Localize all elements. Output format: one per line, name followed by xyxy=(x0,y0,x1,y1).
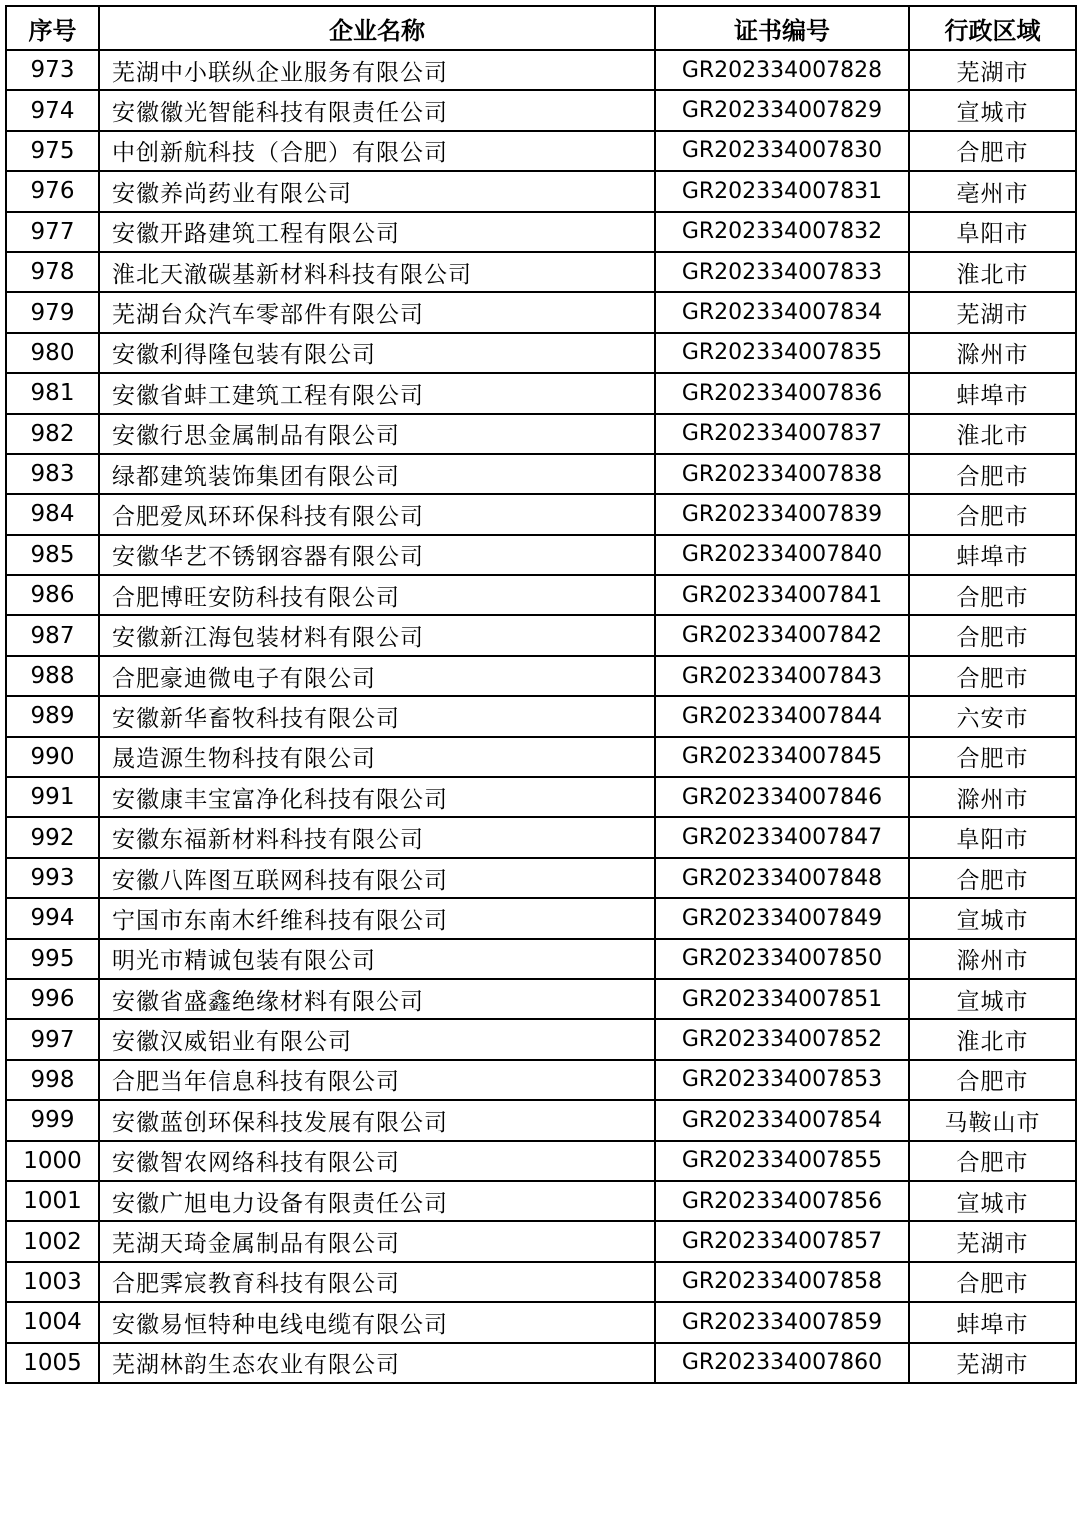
region-cell: 合肥市 xyxy=(909,575,1076,615)
serial-number-cell: 989 xyxy=(6,696,99,736)
table-body xyxy=(6,50,1076,1383)
table-row xyxy=(6,252,1076,292)
region-cell: 蚌埠市 xyxy=(909,535,1076,575)
table-row xyxy=(6,1141,1076,1181)
certificate-number-cell: GR202334007846 xyxy=(655,777,909,817)
table-row xyxy=(6,1343,1076,1383)
serial-number-cell: 990 xyxy=(6,737,99,777)
enterprise-name-cell: 晟造源生物科技有限公司 xyxy=(99,737,655,777)
region-cell: 阜阳市 xyxy=(909,817,1076,857)
serial-number-cell: 974 xyxy=(6,90,99,130)
enterprise-name-cell: 安徽华艺不锈钢容器有限公司 xyxy=(99,535,655,575)
certificate-number-cell: GR202334007849 xyxy=(655,898,909,938)
certificate-number-cell: GR202334007843 xyxy=(655,656,909,696)
region-cell: 马鞍山市 xyxy=(909,1100,1076,1140)
serial-number-cell: 1002 xyxy=(6,1221,99,1261)
region-cell: 宣城市 xyxy=(909,979,1076,1019)
certificate-number-cell: GR202334007860 xyxy=(655,1343,909,1383)
enterprise-name-cell: 合肥霁宸教育科技有限公司 xyxy=(99,1262,655,1302)
serial-number-cell: 978 xyxy=(6,252,99,292)
table-row xyxy=(6,1100,1076,1140)
region-cell: 合肥市 xyxy=(909,1060,1076,1100)
enterprise-name-cell: 芜湖中小联纵企业服务有限公司 xyxy=(99,50,655,90)
certificate-number-cell: GR202334007850 xyxy=(655,939,909,979)
certificate-number-cell: GR202334007858 xyxy=(655,1262,909,1302)
enterprise-name-cell: 安徽广旭电力设备有限责任公司 xyxy=(99,1181,655,1221)
serial-number-cell: 997 xyxy=(6,1019,99,1059)
table-row xyxy=(6,1060,1076,1100)
region-cell: 芜湖市 xyxy=(909,1221,1076,1261)
serial-number-cell: 982 xyxy=(6,414,99,454)
table-row xyxy=(6,414,1076,454)
region-cell: 宣城市 xyxy=(909,898,1076,938)
region-cell: 蚌埠市 xyxy=(909,1302,1076,1342)
region-cell: 合肥市 xyxy=(909,737,1076,777)
certificate-number-cell: GR202334007845 xyxy=(655,737,909,777)
enterprise-name-cell: 安徽省盛鑫绝缘材料有限公司 xyxy=(99,979,655,1019)
table-row xyxy=(6,858,1076,898)
table-row xyxy=(6,212,1076,252)
enterprise-name-cell: 安徽汉威铝业有限公司 xyxy=(99,1019,655,1059)
table-header xyxy=(6,6,1076,50)
serial-number-cell: 994 xyxy=(6,898,99,938)
certificate-number-cell: GR202334007855 xyxy=(655,1141,909,1181)
certificate-number-cell: GR202334007856 xyxy=(655,1181,909,1221)
table-row xyxy=(6,131,1076,171)
table-row xyxy=(6,737,1076,777)
enterprise-name-cell: 安徽利得隆包装有限公司 xyxy=(99,333,655,373)
enterprise-name-cell: 绿都建筑装饰集团有限公司 xyxy=(99,454,655,494)
header-certificate-number: 证书编号 xyxy=(655,6,909,50)
serial-number-cell: 975 xyxy=(6,131,99,171)
table-row xyxy=(6,454,1076,494)
table-row xyxy=(6,898,1076,938)
region-cell: 合肥市 xyxy=(909,656,1076,696)
certificate-number-cell: GR202334007838 xyxy=(655,454,909,494)
region-cell: 淮北市 xyxy=(909,1019,1076,1059)
header-row xyxy=(6,6,1076,50)
certificate-number-cell: GR202334007834 xyxy=(655,292,909,332)
enterprise-table-container xyxy=(5,5,1075,1384)
region-cell: 滁州市 xyxy=(909,777,1076,817)
certificate-number-cell: GR202334007853 xyxy=(655,1060,909,1100)
enterprise-name-cell: 安徽八阵图互联网科技有限公司 xyxy=(99,858,655,898)
region-cell: 芜湖市 xyxy=(909,50,1076,90)
certificate-number-cell: GR202334007840 xyxy=(655,535,909,575)
enterprise-name-cell: 明光市精诚包装有限公司 xyxy=(99,939,655,979)
table-row xyxy=(6,494,1076,534)
serial-number-cell: 973 xyxy=(6,50,99,90)
serial-number-cell: 985 xyxy=(6,535,99,575)
enterprise-name-cell: 安徽养尚药业有限公司 xyxy=(99,171,655,211)
region-cell: 亳州市 xyxy=(909,171,1076,211)
certificate-number-cell: GR202334007836 xyxy=(655,373,909,413)
certificate-number-cell: GR202334007829 xyxy=(655,90,909,130)
enterprise-name-cell: 安徽省蚌工建筑工程有限公司 xyxy=(99,373,655,413)
serial-number-cell: 995 xyxy=(6,939,99,979)
region-cell: 蚌埠市 xyxy=(909,373,1076,413)
enterprise-name-cell: 芜湖林韵生态农业有限公司 xyxy=(99,1343,655,1383)
serial-number-cell: 1003 xyxy=(6,1262,99,1302)
enterprise-name-cell: 宁国市东南木纤维科技有限公司 xyxy=(99,898,655,938)
certificate-number-cell: GR202334007831 xyxy=(655,171,909,211)
serial-number-cell: 983 xyxy=(6,454,99,494)
enterprise-name-cell: 安徽行思金属制品有限公司 xyxy=(99,414,655,454)
certificate-number-cell: GR202334007837 xyxy=(655,414,909,454)
certificate-number-cell: GR202334007835 xyxy=(655,333,909,373)
serial-number-cell: 988 xyxy=(6,656,99,696)
enterprise-name-cell: 安徽徽光智能科技有限责任公司 xyxy=(99,90,655,130)
certificate-number-cell: GR202334007833 xyxy=(655,252,909,292)
enterprise-name-cell: 合肥爱凤环环保科技有限公司 xyxy=(99,494,655,534)
serial-number-cell: 993 xyxy=(6,858,99,898)
table-row xyxy=(6,1302,1076,1342)
region-cell: 阜阳市 xyxy=(909,212,1076,252)
certificate-number-cell: GR202334007841 xyxy=(655,575,909,615)
enterprise-name-cell: 安徽蓝创环保科技发展有限公司 xyxy=(99,1100,655,1140)
certificate-number-cell: GR202334007828 xyxy=(655,50,909,90)
serial-number-cell: 991 xyxy=(6,777,99,817)
table-row xyxy=(6,615,1076,655)
table-row xyxy=(6,535,1076,575)
table-row xyxy=(6,939,1076,979)
header-enterprise-name: 企业名称 xyxy=(99,6,655,50)
serial-number-cell: 992 xyxy=(6,817,99,857)
serial-number-cell: 981 xyxy=(6,373,99,413)
enterprise-name-cell: 合肥豪迪微电子有限公司 xyxy=(99,656,655,696)
table-row xyxy=(6,777,1076,817)
table-row xyxy=(6,696,1076,736)
table-row xyxy=(6,1019,1076,1059)
certificate-number-cell: GR202334007852 xyxy=(655,1019,909,1059)
region-cell: 合肥市 xyxy=(909,1262,1076,1302)
certificate-number-cell: GR202334007844 xyxy=(655,696,909,736)
enterprise-name-cell: 淮北天澈碳基新材料科技有限公司 xyxy=(99,252,655,292)
serial-number-cell: 980 xyxy=(6,333,99,373)
serial-number-cell: 1000 xyxy=(6,1141,99,1181)
table-row xyxy=(6,333,1076,373)
serial-number-cell: 1005 xyxy=(6,1343,99,1383)
certificate-number-cell: GR202334007857 xyxy=(655,1221,909,1261)
header-administrative-region: 行政区域 xyxy=(909,6,1076,50)
certificate-number-cell: GR202334007847 xyxy=(655,817,909,857)
table-row xyxy=(6,575,1076,615)
serial-number-cell: 996 xyxy=(6,979,99,1019)
serial-number-cell: 986 xyxy=(6,575,99,615)
certificate-number-cell: GR202334007851 xyxy=(655,979,909,1019)
enterprise-name-cell: 安徽智农网络科技有限公司 xyxy=(99,1141,655,1181)
enterprise-name-cell: 芜湖天琦金属制品有限公司 xyxy=(99,1221,655,1261)
certificate-number-cell: GR202334007859 xyxy=(655,1302,909,1342)
region-cell: 合肥市 xyxy=(909,858,1076,898)
serial-number-cell: 1001 xyxy=(6,1181,99,1221)
certificate-number-cell: GR202334007830 xyxy=(655,131,909,171)
region-cell: 合肥市 xyxy=(909,1141,1076,1181)
region-cell: 淮北市 xyxy=(909,414,1076,454)
region-cell: 芜湖市 xyxy=(909,1343,1076,1383)
table-row xyxy=(6,817,1076,857)
serial-number-cell: 999 xyxy=(6,1100,99,1140)
table-row xyxy=(6,1181,1076,1221)
serial-number-cell: 979 xyxy=(6,292,99,332)
certificate-number-cell: GR202334007848 xyxy=(655,858,909,898)
enterprise-name-cell: 安徽东福新材料科技有限公司 xyxy=(99,817,655,857)
region-cell: 六安市 xyxy=(909,696,1076,736)
serial-number-cell: 1004 xyxy=(6,1302,99,1342)
enterprise-name-cell: 芜湖台众汽车零部件有限公司 xyxy=(99,292,655,332)
table-row xyxy=(6,90,1076,130)
table-row xyxy=(6,373,1076,413)
enterprise-name-cell: 安徽易恒特种电线电缆有限公司 xyxy=(99,1302,655,1342)
region-cell: 滁州市 xyxy=(909,333,1076,373)
serial-number-cell: 984 xyxy=(6,494,99,534)
enterprise-name-cell: 安徽新华畜牧科技有限公司 xyxy=(99,696,655,736)
certificate-number-cell: GR202334007842 xyxy=(655,615,909,655)
serial-number-cell: 976 xyxy=(6,171,99,211)
region-cell: 宣城市 xyxy=(909,1181,1076,1221)
region-cell: 淮北市 xyxy=(909,252,1076,292)
serial-number-cell: 998 xyxy=(6,1060,99,1100)
certificate-number-cell: GR202334007839 xyxy=(655,494,909,534)
enterprise-table xyxy=(5,5,1077,1384)
region-cell: 合肥市 xyxy=(909,615,1076,655)
region-cell: 合肥市 xyxy=(909,494,1076,534)
table-row xyxy=(6,50,1076,90)
enterprise-name-cell: 安徽康丰宝富净化科技有限公司 xyxy=(99,777,655,817)
region-cell: 合肥市 xyxy=(909,131,1076,171)
table-row xyxy=(6,292,1076,332)
enterprise-name-cell: 合肥当年信息科技有限公司 xyxy=(99,1060,655,1100)
region-cell: 宣城市 xyxy=(909,90,1076,130)
serial-number-cell: 987 xyxy=(6,615,99,655)
serial-number-cell: 977 xyxy=(6,212,99,252)
table-row xyxy=(6,656,1076,696)
enterprise-name-cell: 安徽新江海包装材料有限公司 xyxy=(99,615,655,655)
table-row xyxy=(6,1262,1076,1302)
enterprise-name-cell: 安徽开路建筑工程有限公司 xyxy=(99,212,655,252)
header-serial-number: 序号 xyxy=(6,6,99,50)
table-row xyxy=(6,979,1076,1019)
region-cell: 合肥市 xyxy=(909,454,1076,494)
certificate-number-cell: GR202334007854 xyxy=(655,1100,909,1140)
enterprise-name-cell: 合肥博旺安防科技有限公司 xyxy=(99,575,655,615)
region-cell: 芜湖市 xyxy=(909,292,1076,332)
region-cell: 滁州市 xyxy=(909,939,1076,979)
table-row xyxy=(6,171,1076,211)
table-row xyxy=(6,1221,1076,1261)
certificate-number-cell: GR202334007832 xyxy=(655,212,909,252)
enterprise-name-cell: 中创新航科技（合肥）有限公司 xyxy=(99,131,655,171)
